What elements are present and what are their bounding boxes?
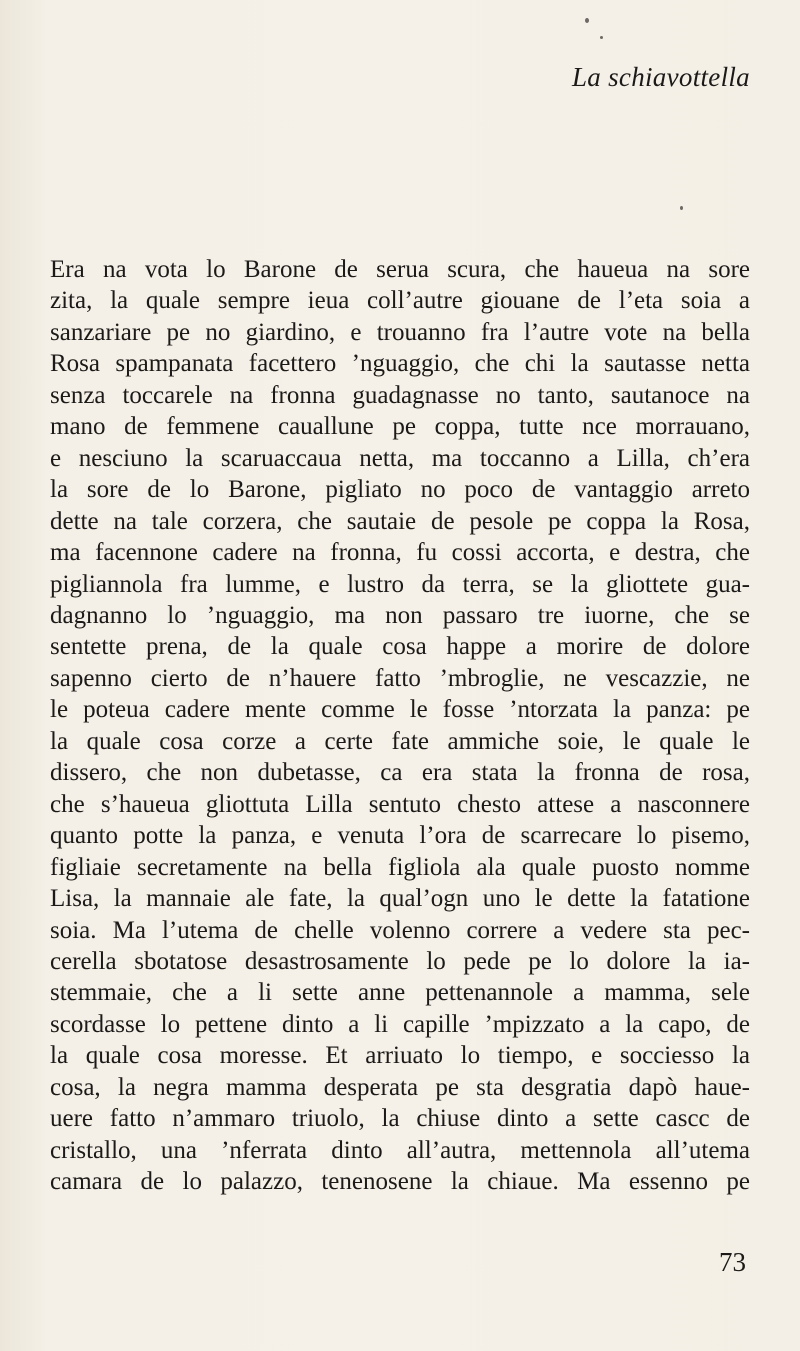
text-line: e nesciuno la scaruaccaua netta, ma toccanno a Lilla, ch’era <box>50 444 750 472</box>
text-line: la quale cosa corze a certe fate ammiche soie, le quale le <box>50 727 750 755</box>
text-line: dagnanno lo ’nguaggio, ma non passaro tre iuorne, che se <box>50 601 750 629</box>
text-line: scordasse lo pettene dinto a li capille ’mpizzato a la capo, de <box>50 1010 750 1038</box>
text-line: stemmaie, che a li sette anne pettenannole a mamma, sele <box>50 979 750 1007</box>
text-line: la quale cosa moresse. Et arriuato lo tiempo, e socciesso la <box>50 1042 750 1070</box>
text-line: camara de lo palazzo, tenenosene la chiaue. Ma essenno pe <box>50 1168 750 1196</box>
text-line: cerella sbotatose desastrosamente lo pede pe lo dolore la ia- <box>50 947 750 975</box>
ink-speck <box>600 36 603 39</box>
text-line: mano de femmene cauallune pe coppa, tutte nce morrauano, <box>50 413 750 441</box>
page-number: 73 <box>719 1247 746 1277</box>
text-line: sanzariare pe no giardino, e trouanno fra l’autre vote na bella <box>50 318 750 346</box>
text-line: le poteua cadere mente comme le fosse ’ntorzata la panza: pe <box>50 696 750 724</box>
text-line: la sore de lo Barone, pigliato no poco de vantaggio arreto <box>50 476 750 504</box>
text-line: sentette prena, de la quale cosa happe a morire de dolore <box>50 633 750 661</box>
text-line: sapenno cierto de n’hauere fatto ’mbroglie, ne vescazzie, ne <box>50 664 750 692</box>
text-line: quanto potte la panza, e venuta l’ora de scarrecare lo pisemo, <box>50 822 750 850</box>
ink-speck <box>680 206 683 210</box>
text-line: dissero, che non dubetasse, ca era stata la fronna de rosa, <box>50 759 750 787</box>
text-line: cristallo, una ’nferrata dinto all’autra, mettennola all’utema <box>50 1136 750 1164</box>
text-line: Lisa, la mannaie ale fate, la qual’ogn uno le dette la fatatione <box>50 885 750 913</box>
running-head-title: La schiavottella <box>571 62 750 92</box>
text-line: Era na vota lo Barone de serua scura, che haueua na sore <box>50 256 750 283</box>
text-line: cosa, la negra mamma desperata pe sta desgratia dapò haue- <box>50 1073 750 1101</box>
text-line: che s’haueua gliottuta Lilla sentuto chesto attese a nasconnere <box>50 790 750 818</box>
text-line: dette na tale corzera, che sautaie de pesole pe coppa la Rosa, <box>50 507 750 535</box>
text-line: ma facennone cadere na fronna, fu cossi accorta, e destra, che <box>50 539 750 567</box>
ink-speck <box>585 18 589 23</box>
text-line: Rosa spampanata facettero ’nguaggio, che chi la sautasse netta <box>50 350 750 378</box>
text-line: figliaie secretamente na bella figliola ala quale puosto nomme <box>50 853 750 881</box>
body-text <box>50 254 750 1198</box>
text-line: zita, la quale sempre ieua coll’autre giouane de l’eta soia a <box>50 287 750 315</box>
text-line: senza toccarele na fronna guadagnasse no tanto, sautanoce na <box>50 381 750 409</box>
text-line: soia. Ma l’utema de chelle volenno correre a vedere sta pec- <box>50 916 750 944</box>
text-line: uere fatto n’ammaro triuolo, la chiuse dinto a sette cascc de <box>50 1105 750 1133</box>
text-line: pigliannola fra lumme, e lustro da terra, se la gliottete gua- <box>50 570 750 598</box>
